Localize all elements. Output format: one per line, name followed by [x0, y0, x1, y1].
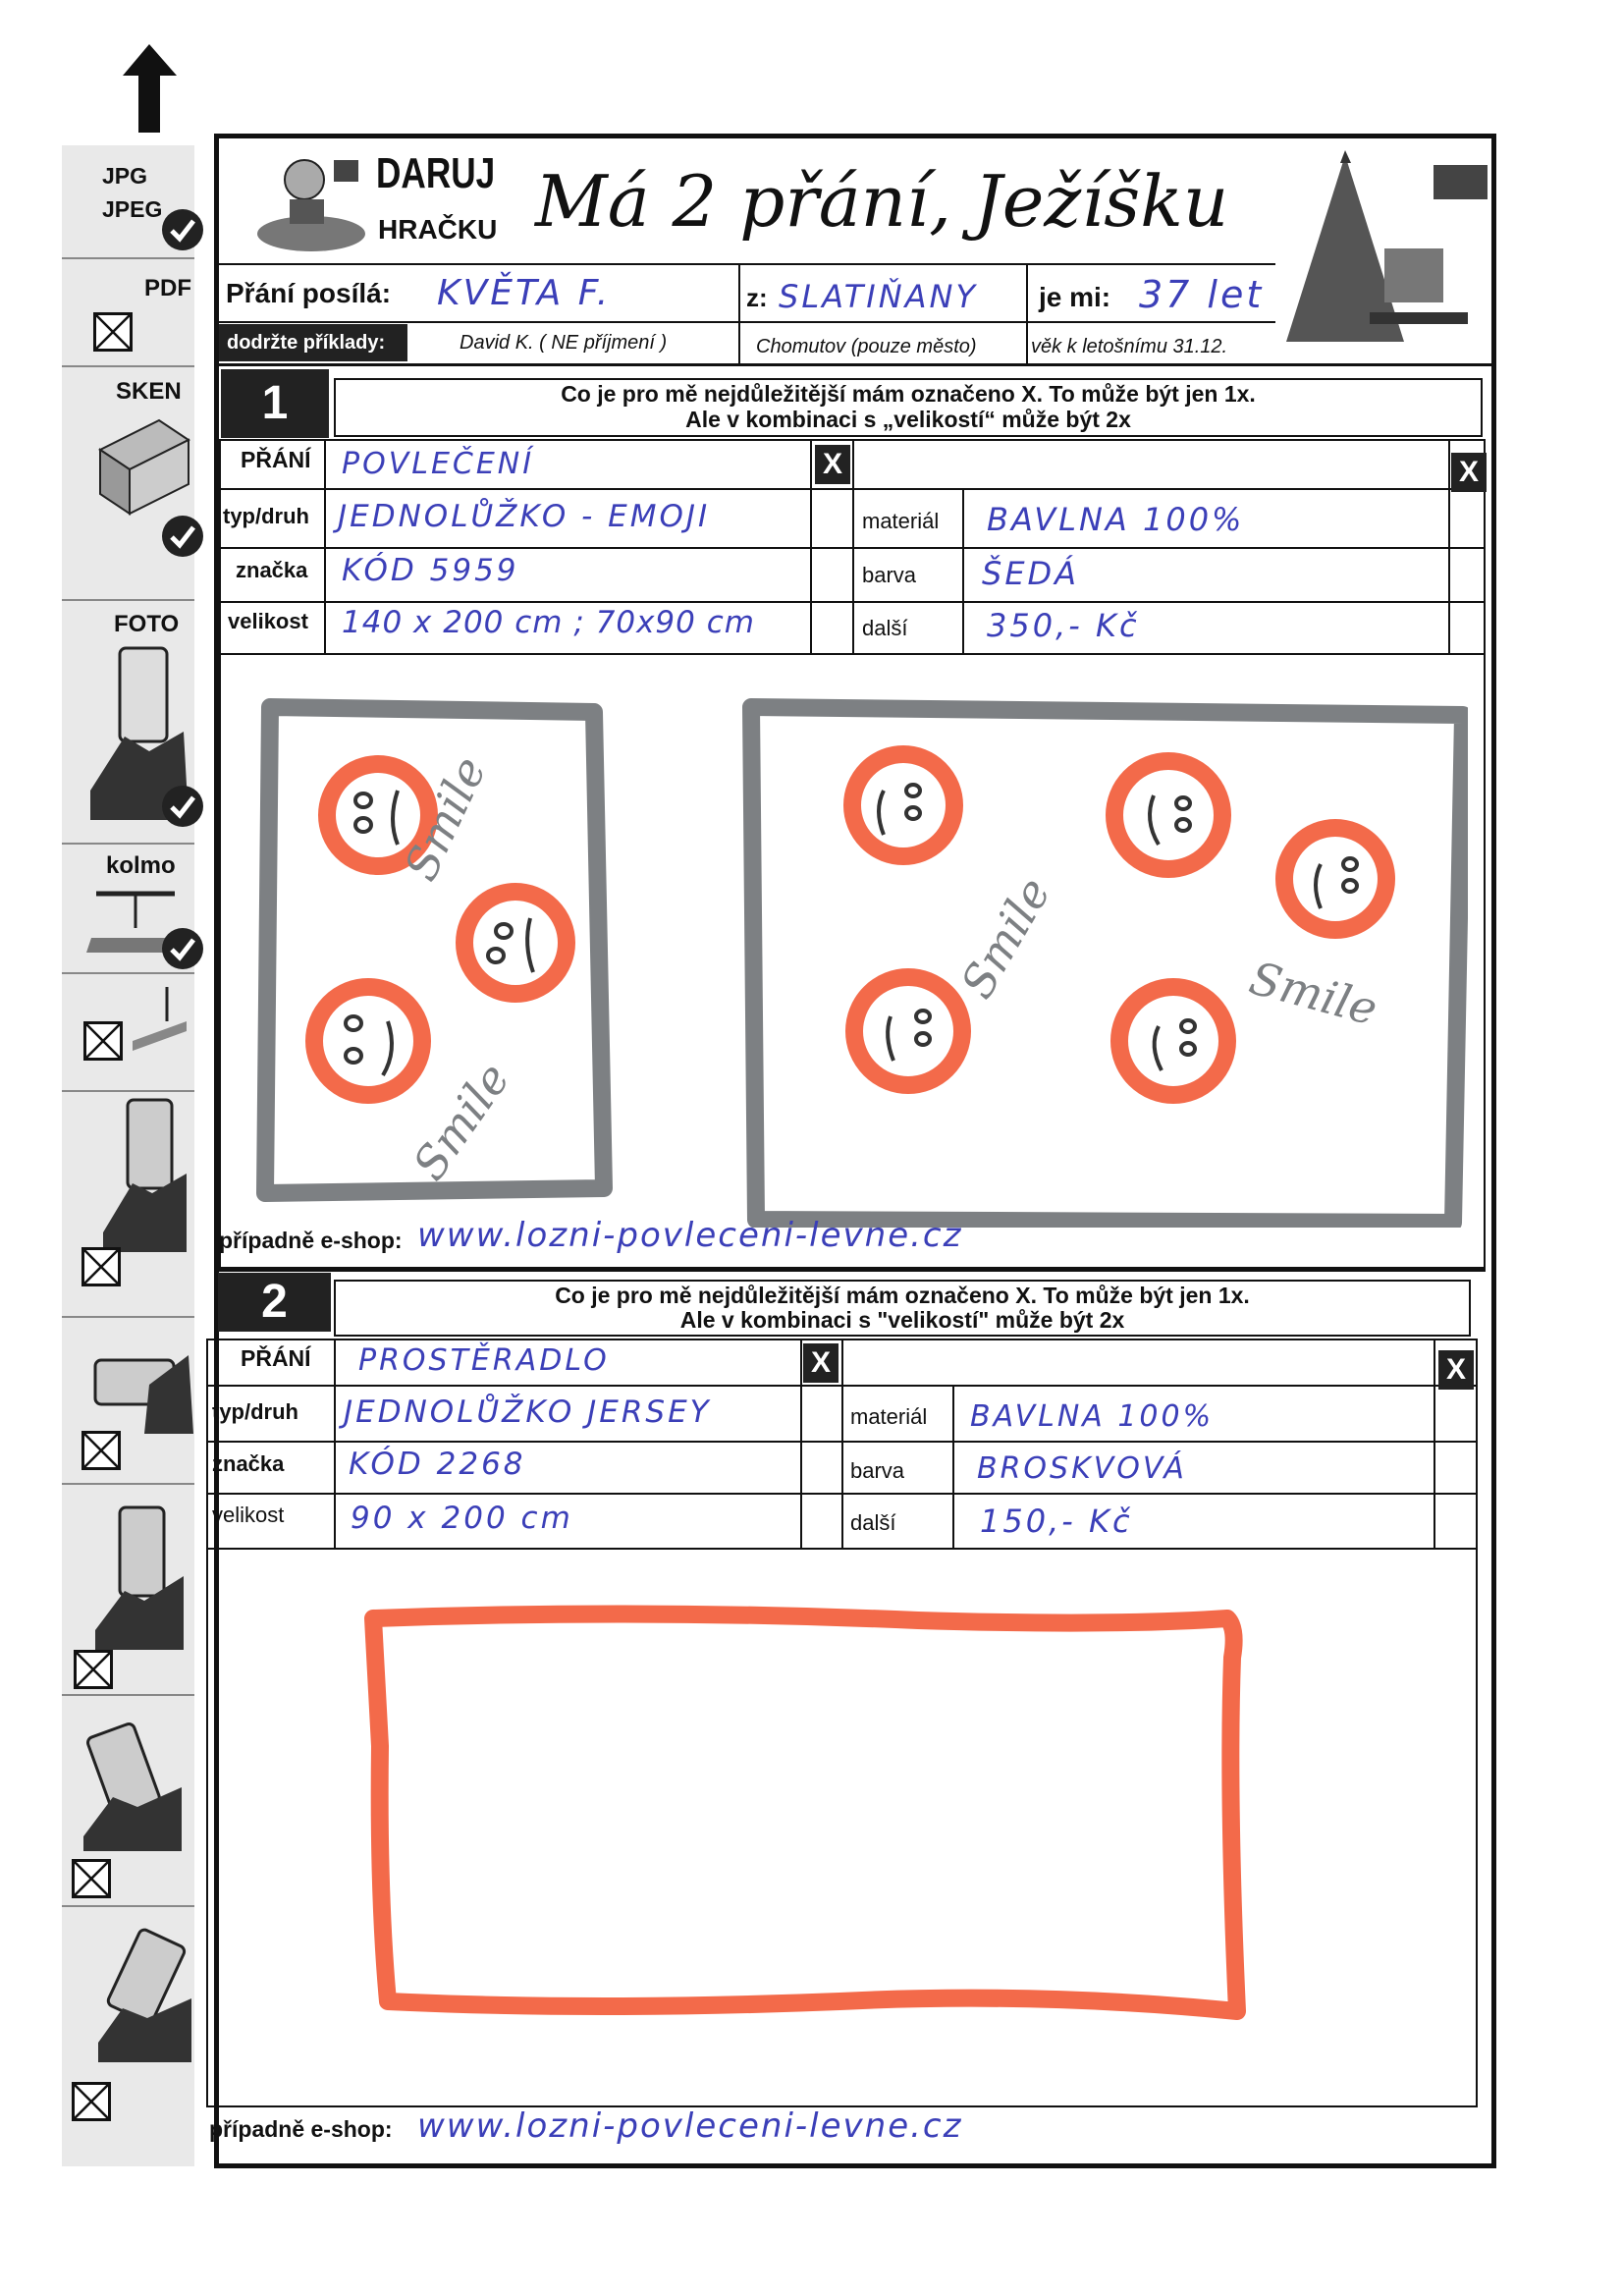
s1-other-value: 350,- Kč — [987, 607, 1140, 644]
sender-city: SLATIŇANY — [779, 278, 978, 315]
s2-wish-x-mark[interactable]: X — [803, 1343, 839, 1383]
phone-tilt-icon — [98, 1095, 191, 1252]
section-1-question-line1: Co je pro mě nejdůležitější mám označeno X. To může být jen 1x. — [561, 381, 1256, 407]
jpg-check-icon — [162, 209, 203, 250]
s1-wish-x-mark[interactable]: X — [815, 445, 850, 484]
phone-hand-2-icon — [90, 1503, 193, 1650]
s2-sheet-drawing — [349, 1599, 1257, 2041]
s1-brand-label: značka — [236, 558, 308, 582]
section-2-question-line2: Ale v kombinaci s "velikostí" může být 2x — [679, 1307, 1125, 1333]
s2-material-value: BAVLNA 100% — [970, 1399, 1215, 1434]
s1-material-value: BAVLNA 100% — [987, 501, 1245, 538]
s1-smile-text-4: Smile — [1244, 951, 1383, 1036]
up-arrow-icon — [123, 44, 177, 133]
s1-material-label: materiál — [862, 509, 940, 533]
scan-label: SKEN — [116, 378, 182, 405]
perpendicular-check-icon — [162, 928, 203, 969]
logo-text-daruj: DARUJ — [376, 149, 496, 197]
s1-wish-label: PŘÁNÍ — [241, 447, 311, 472]
photo-check-icon — [162, 786, 203, 827]
angled-x-checkbox[interactable] — [83, 1021, 123, 1061]
rotated-x-checkbox[interactable] — [72, 1859, 111, 1898]
s1-size-value: 140 x 200 cm ; 70x90 cm — [342, 605, 755, 640]
pdf-label: PDF — [144, 275, 191, 301]
s1-right-x-mark[interactable]: X — [1451, 453, 1487, 492]
s1-other-label: další — [862, 616, 908, 640]
s2-type-value: JEDNOLŮŽKO JERSEY — [344, 1394, 712, 1430]
s1-brand-value: KÓD 5959 — [342, 553, 519, 588]
s2-material-label: materiál — [850, 1404, 928, 1429]
s2-right-x-mark[interactable]: X — [1438, 1350, 1474, 1390]
s1-type-label: typ/druh — [223, 504, 309, 528]
examples-label: dodržte příklady: — [219, 324, 407, 361]
christmas-tree-icon — [1267, 145, 1492, 371]
sender-label: Přání posílá: — [226, 278, 392, 308]
s2-wish-value: PROSTĚRADLO — [358, 1343, 610, 1378]
sender-age: 37 let — [1139, 273, 1265, 316]
age-label: je mi: — [1039, 282, 1111, 312]
section-1-question-line2: Ale v kombinaci s „velikostí“ může být 2x — [685, 407, 1131, 432]
angled-photo-icon — [128, 982, 191, 1051]
phone-rotated-2-icon — [93, 1925, 196, 2062]
example-city: Chomutov (pouze město) — [756, 336, 977, 357]
s1-type-value: JEDNOLŮŽKO - EMOJI — [338, 499, 711, 534]
s2-brand-value: KÓD 2268 — [349, 1447, 526, 1482]
photo-label: FOTO — [114, 611, 180, 637]
s2-wish-label: PŘÁNÍ — [241, 1345, 311, 1371]
logo-text-hracku: HRAČKU — [378, 214, 498, 245]
s2-other-value: 150,- Kč — [980, 1503, 1133, 1540]
perpendicular-label: kolmo — [106, 852, 176, 879]
scan-check-icon — [162, 516, 203, 557]
s1-color-value: ŠEDÁ — [982, 555, 1080, 592]
s2-brand-label: značka — [212, 1451, 285, 1476]
s2-color-value: BROSKVOVÁ — [977, 1451, 1187, 1486]
s2-type-label: typ/druh — [212, 1399, 298, 1424]
s1-size-label: velikost — [228, 609, 308, 633]
s1-bedding-drawing — [250, 678, 1468, 1228]
page-title: Má 2 přání, Ježíšku — [535, 160, 1229, 243]
s1-smile-text-1: Smile — [394, 748, 497, 889]
s2-color-label: barva — [850, 1458, 905, 1483]
example-age: věk k letošnímu 31.12. — [1031, 336, 1228, 357]
s2-size-value: 90 x 200 cm — [351, 1501, 573, 1536]
phone-landscape-icon — [90, 1345, 193, 1434]
santa-logo-icon — [250, 145, 373, 253]
pdf-x-checkbox[interactable] — [93, 312, 133, 352]
phone-rotated-icon — [74, 1719, 187, 1851]
rotated2-x-checkbox[interactable] — [72, 2082, 111, 2121]
s1-smile-text-3: Smile — [949, 868, 1061, 1008]
jpg-label: JPG JPEG — [102, 163, 163, 222]
example-name: David K. ( NE příjmení ) — [460, 332, 668, 354]
s2-other-label: další — [850, 1510, 896, 1535]
s1-eshop-label: případně e-shop: — [219, 1228, 403, 1253]
scanner-icon — [90, 410, 198, 519]
s1-color-label: barva — [862, 563, 917, 587]
s2-size-label: velikost — [212, 1503, 285, 1527]
section-1-number: 1 — [221, 369, 329, 438]
s1-wish-value: POVLEČENÍ — [342, 447, 535, 481]
landscape-x-checkbox[interactable] — [81, 1431, 121, 1470]
s2-eshop-label: případně e-shop: — [209, 2116, 393, 2142]
sender-name: KVĚTA F. — [437, 273, 612, 313]
handheld-x-checkbox[interactable] — [74, 1650, 113, 1689]
section-2-question-line1: Co je pro mě nejdůležitější mám označeno X. To může být jen 1x. — [555, 1283, 1250, 1308]
tilt-x-checkbox[interactable] — [81, 1247, 121, 1286]
city-label: z: — [746, 283, 768, 312]
s1-eshop-value[interactable]: www.lozni-povleceni-levne.cz — [417, 1216, 963, 1255]
s2-eshop-value[interactable]: www.lozni-povleceni-levne.cz — [417, 2106, 963, 2146]
section-2-number: 2 — [218, 1273, 331, 1332]
s1-smile-text-2: Smile — [402, 1053, 520, 1190]
